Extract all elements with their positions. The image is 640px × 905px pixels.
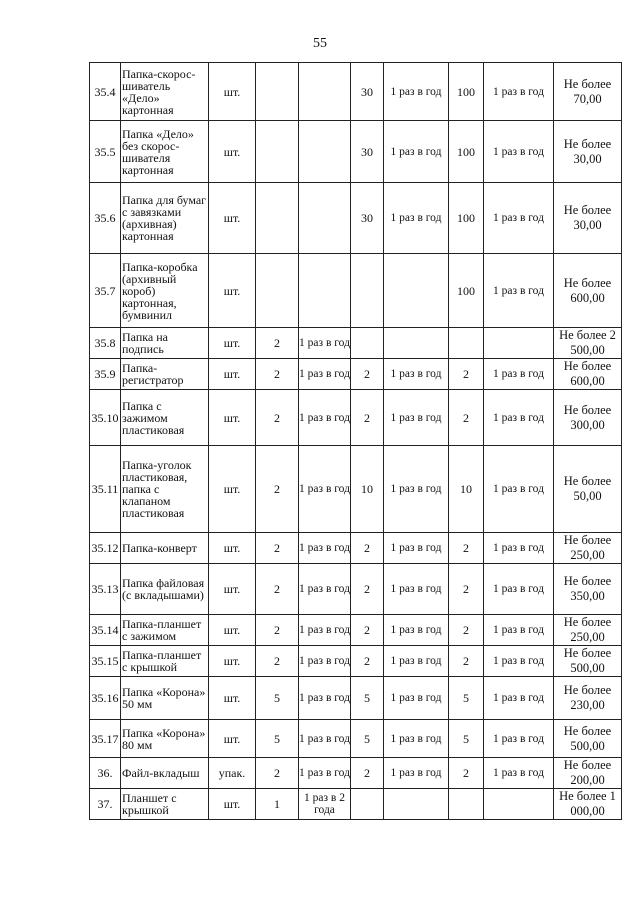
cell-name: Папка файловая (с вкладышами)	[121, 564, 209, 615]
cell-c5: 2	[449, 646, 484, 677]
cell-unit: шт.	[209, 121, 256, 183]
cell-c2: 1 раз в год	[299, 564, 351, 615]
cell-c4: 1 раз в год	[384, 615, 449, 646]
cell-c2	[299, 254, 351, 328]
cell-c3: 30	[351, 183, 384, 254]
cell-num: 35.8	[90, 328, 121, 359]
cell-c2: 1 раз в год	[299, 646, 351, 677]
cell-price: Не более 30,00	[554, 183, 622, 254]
table-row	[90, 789, 622, 820]
cell-unit: шт.	[209, 183, 256, 254]
cell-name: Папка «Корона» 50 мм	[121, 677, 209, 720]
table-row	[90, 615, 622, 646]
cell-price: Не более 300,00	[554, 390, 622, 446]
cell-num: 35.9	[90, 359, 121, 390]
cell-num: 35.4	[90, 63, 121, 121]
cell-c2: 1 раз в год	[299, 720, 351, 758]
cell-c6: 1 раз в год	[484, 63, 554, 121]
cell-c2	[299, 121, 351, 183]
cell-c2: 1 раз в год	[299, 758, 351, 789]
cell-num: 35.17	[90, 720, 121, 758]
cell-c4: 1 раз в год	[384, 390, 449, 446]
cell-c1: 2	[256, 390, 299, 446]
cell-c1	[256, 254, 299, 328]
table-row	[90, 677, 622, 720]
cell-c3: 10	[351, 446, 384, 533]
cell-c3: 5	[351, 677, 384, 720]
cell-c6: 1 раз в год	[484, 564, 554, 615]
table-row	[90, 121, 622, 183]
cell-c4: 1 раз в год	[384, 183, 449, 254]
cell-num: 35.7	[90, 254, 121, 328]
cell-c4: 1 раз в год	[384, 63, 449, 121]
cell-c4: 1 раз в год	[384, 677, 449, 720]
cell-num: 35.6	[90, 183, 121, 254]
cell-name: Файл-вкладыш	[121, 758, 209, 789]
cell-c3	[351, 789, 384, 820]
cell-c5: 10	[449, 446, 484, 533]
cell-num: 35.10	[90, 390, 121, 446]
cell-price: Не более 350,00	[554, 564, 622, 615]
cell-c2: 1 раз в год	[299, 359, 351, 390]
cell-c1	[256, 63, 299, 121]
cell-c5	[449, 328, 484, 359]
cell-c6: 1 раз в год	[484, 390, 554, 446]
cell-c3: 30	[351, 63, 384, 121]
page-number: 55	[313, 36, 327, 51]
cell-c1	[256, 121, 299, 183]
cell-name: Папка для бумаг с завязками (архивная) картонная	[121, 183, 209, 254]
cell-name: Планшет с крышкой	[121, 789, 209, 820]
cell-c1	[256, 183, 299, 254]
cell-price: Не более 30,00	[554, 121, 622, 183]
cell-c3	[351, 254, 384, 328]
table-row	[90, 254, 622, 328]
cell-c5: 2	[449, 564, 484, 615]
cell-c6: 1 раз в год	[484, 758, 554, 789]
cell-num: 35.13	[90, 564, 121, 615]
cell-c1: 5	[256, 720, 299, 758]
cell-c3: 2	[351, 390, 384, 446]
cell-price: Не более 70,00	[554, 63, 622, 121]
cell-c5: 2	[449, 533, 484, 564]
supplies-table	[89, 62, 622, 820]
cell-name: Папка-регистратор	[121, 359, 209, 390]
cell-price: Не более 500,00	[554, 646, 622, 677]
table-row	[90, 328, 622, 359]
cell-c5: 100	[449, 63, 484, 121]
cell-unit: шт.	[209, 254, 256, 328]
cell-c4: 1 раз в год	[384, 121, 449, 183]
cell-c5: 2	[449, 615, 484, 646]
cell-num: 35.14	[90, 615, 121, 646]
cell-price: Не более 50,00	[554, 446, 622, 533]
cell-c3: 2	[351, 758, 384, 789]
cell-unit: шт.	[209, 359, 256, 390]
cell-unit: шт.	[209, 63, 256, 121]
cell-c5: 5	[449, 677, 484, 720]
cell-c1: 2	[256, 359, 299, 390]
cell-num: 35.15	[90, 646, 121, 677]
cell-price: Не более 250,00	[554, 615, 622, 646]
cell-c3: 2	[351, 646, 384, 677]
table-row	[90, 359, 622, 390]
cell-c3: 2	[351, 615, 384, 646]
cell-price: Не более 500,00	[554, 720, 622, 758]
cell-name: Папка-скорос-шиватель «Дело» картонная	[121, 63, 209, 121]
cell-unit: шт.	[209, 646, 256, 677]
cell-unit: шт.	[209, 328, 256, 359]
cell-c1: 1	[256, 789, 299, 820]
cell-c6: 1 раз в год	[484, 615, 554, 646]
cell-unit: шт.	[209, 446, 256, 533]
cell-c3: 5	[351, 720, 384, 758]
cell-name: Папка «Дело» без скорос-шивателя картонная	[121, 121, 209, 183]
cell-c4: 1 раз в год	[384, 720, 449, 758]
cell-price: Не более 2 500,00	[554, 328, 622, 359]
table-row	[90, 564, 622, 615]
cell-unit: шт.	[209, 533, 256, 564]
cell-c5: 2	[449, 390, 484, 446]
cell-c1: 5	[256, 677, 299, 720]
cell-c6: 1 раз в год	[484, 183, 554, 254]
cell-c3: 2	[351, 533, 384, 564]
cell-c5: 2	[449, 359, 484, 390]
cell-num: 35.16	[90, 677, 121, 720]
cell-c2	[299, 63, 351, 121]
cell-c3: 30	[351, 121, 384, 183]
cell-c3: 2	[351, 564, 384, 615]
cell-unit: шт.	[209, 720, 256, 758]
cell-c3: 2	[351, 359, 384, 390]
cell-unit: шт.	[209, 390, 256, 446]
cell-name: Папка-планшет с зажимом	[121, 615, 209, 646]
table-row	[90, 183, 622, 254]
cell-c4: 1 раз в год	[384, 533, 449, 564]
table-row	[90, 720, 622, 758]
cell-c6: 1 раз в год	[484, 646, 554, 677]
cell-c1: 2	[256, 564, 299, 615]
cell-c2: 1 раз в год	[299, 390, 351, 446]
cell-c5: 5	[449, 720, 484, 758]
cell-c2	[299, 183, 351, 254]
cell-unit: шт.	[209, 789, 256, 820]
cell-c4: 1 раз в год	[384, 446, 449, 533]
table-row	[90, 63, 622, 121]
cell-c6: 1 раз в год	[484, 359, 554, 390]
cell-num: 35.5	[90, 121, 121, 183]
cell-unit: шт.	[209, 677, 256, 720]
cell-c5: 100	[449, 254, 484, 328]
cell-num: 36.	[90, 758, 121, 789]
cell-c4	[384, 789, 449, 820]
cell-c5: 100	[449, 121, 484, 183]
cell-num: 35.11	[90, 446, 121, 533]
cell-c4: 1 раз в год	[384, 758, 449, 789]
cell-c1: 2	[256, 328, 299, 359]
cell-c5	[449, 789, 484, 820]
cell-name: Папка-планшет с крышкой	[121, 646, 209, 677]
cell-c3	[351, 328, 384, 359]
cell-c2: 1 раз в год	[299, 328, 351, 359]
cell-c4	[384, 328, 449, 359]
table-row	[90, 646, 622, 677]
cell-price: Не более 250,00	[554, 533, 622, 564]
cell-name: Папка «Корона» 80 мм	[121, 720, 209, 758]
cell-name: Папка-коробка (архивный короб) картонная, бумвинил	[121, 254, 209, 328]
cell-c4: 1 раз в год	[384, 564, 449, 615]
cell-unit: упак.	[209, 758, 256, 789]
table-row	[90, 446, 622, 533]
cell-c1: 2	[256, 758, 299, 789]
cell-price: Не более 1 000,00	[554, 789, 622, 820]
cell-c6: 1 раз в год	[484, 254, 554, 328]
cell-c4	[384, 254, 449, 328]
cell-c6: 1 раз в год	[484, 121, 554, 183]
cell-num: 35.12	[90, 533, 121, 564]
cell-c2: 1 раз в год	[299, 446, 351, 533]
cell-c6: 1 раз в год	[484, 677, 554, 720]
table-row	[90, 390, 622, 446]
cell-price: Не более 230,00	[554, 677, 622, 720]
cell-c1: 2	[256, 646, 299, 677]
cell-unit: шт.	[209, 564, 256, 615]
cell-c6	[484, 328, 554, 359]
cell-name: Папка на подпись	[121, 328, 209, 359]
cell-name: Папка с зажимом пластиковая	[121, 390, 209, 446]
table-body	[90, 63, 622, 820]
cell-price: Не более 600,00	[554, 359, 622, 390]
cell-price: Не более 200,00	[554, 758, 622, 789]
cell-c5: 2	[449, 758, 484, 789]
cell-c5: 100	[449, 183, 484, 254]
cell-name: Папка-уголок пластиковая, папка с клапаном пластиковая	[121, 446, 209, 533]
cell-name: Папка-конверт	[121, 533, 209, 564]
cell-c4: 1 раз в год	[384, 646, 449, 677]
cell-c6: 1 раз в год	[484, 533, 554, 564]
cell-c1: 2	[256, 446, 299, 533]
table-row	[90, 758, 622, 789]
cell-c4: 1 раз в год	[384, 359, 449, 390]
cell-c2: 1 раз в 2 года	[299, 789, 351, 820]
cell-c1: 2	[256, 615, 299, 646]
cell-c6	[484, 789, 554, 820]
cell-c1: 2	[256, 533, 299, 564]
cell-c6: 1 раз в год	[484, 446, 554, 533]
cell-price: Не более 600,00	[554, 254, 622, 328]
cell-num: 37.	[90, 789, 121, 820]
cell-c2: 1 раз в год	[299, 533, 351, 564]
cell-c6: 1 раз в год	[484, 720, 554, 758]
cell-unit: шт.	[209, 615, 256, 646]
cell-c2: 1 раз в год	[299, 615, 351, 646]
table-row	[90, 533, 622, 564]
cell-c2: 1 раз в год	[299, 677, 351, 720]
